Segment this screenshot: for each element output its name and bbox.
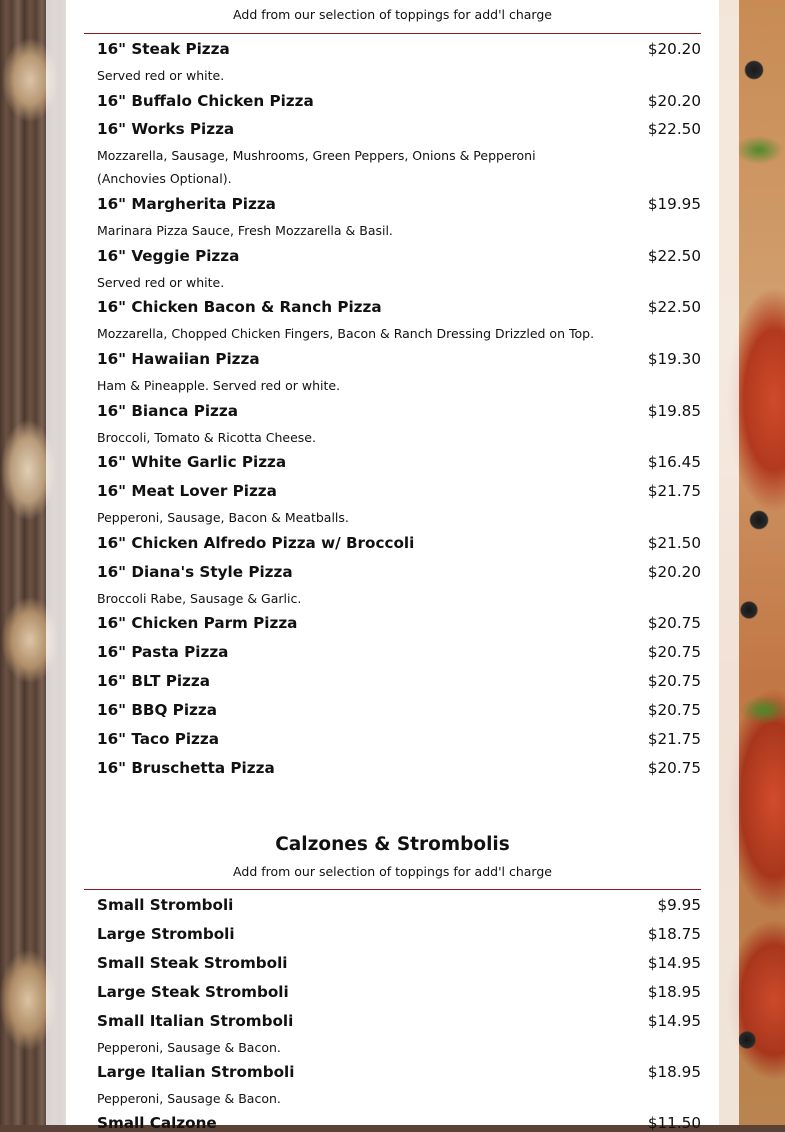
- calzone-section-subtitle: Add from our selection of toppings for add'l charge: [233, 864, 552, 879]
- item-price: $21.75: [647, 482, 701, 500]
- page-edge-right: [719, 0, 739, 1125]
- item-description: Ham & Pineapple. Served red or white.: [97, 378, 341, 393]
- item-price: $20.75: [647, 643, 701, 661]
- item-name: 16" Chicken Parm Pizza: [97, 614, 298, 632]
- item-description: Broccoli, Tomato & Ricotta Cheese.: [97, 430, 316, 445]
- item-name: 16" Chicken Alfredo Pizza w/ Broccoli: [97, 534, 415, 552]
- pizza-section-subtitle: Add from our selection of toppings for add'l charge: [233, 7, 552, 22]
- item-name: 16" Margherita Pizza: [97, 195, 276, 213]
- item-price: $20.75: [647, 759, 701, 777]
- item-price: $20.20: [647, 563, 701, 581]
- item-description: Served red or white.: [97, 68, 225, 83]
- item-name: 16" Meat Lover Pizza: [97, 482, 277, 500]
- item-price: $21.75: [647, 730, 701, 748]
- item-price: $14.95: [647, 1012, 701, 1030]
- item-description: Pepperoni, Sausage, Bacon & Meatballs.: [97, 510, 349, 525]
- item-price: $22.50: [647, 298, 701, 316]
- item-name: 16" White Garlic Pizza: [97, 453, 287, 471]
- item-description: Served red or white.: [97, 275, 225, 290]
- item-price: $20.75: [647, 672, 701, 690]
- item-name: Small Stromboli: [97, 896, 234, 914]
- item-price: $19.85: [647, 402, 701, 420]
- item-name: 16" Bruschetta Pizza: [97, 759, 275, 777]
- item-price: $20.75: [647, 614, 701, 632]
- section-divider: [84, 33, 701, 34]
- item-price: $19.30: [647, 350, 701, 368]
- item-price: $21.50: [647, 534, 701, 552]
- item-name: Large Steak Stromboli: [97, 983, 289, 1001]
- item-description: Mozzarella, Sausage, Mushrooms, Green Peppers, Onions & Pepperoni (Anchovies Optional).: [97, 148, 536, 186]
- item-name: Small Italian Stromboli: [97, 1012, 294, 1030]
- item-price: $14.95: [647, 954, 701, 972]
- item-name: 16" Diana's Style Pizza: [97, 563, 293, 581]
- item-name: Small Steak Stromboli: [97, 954, 288, 972]
- section-divider: [84, 889, 701, 890]
- item-name: 16" Steak Pizza: [97, 40, 230, 58]
- item-description: Pepperoni, Sausage & Bacon.: [97, 1040, 281, 1055]
- item-name: 16" Bianca Pizza: [97, 402, 238, 420]
- item-name: Large Stromboli: [97, 925, 235, 943]
- item-description: Marinara Pizza Sauce, Fresh Mozzarella & Basil.: [97, 223, 393, 238]
- item-price: $20.75: [647, 701, 701, 719]
- item-name: 16" Veggie Pizza: [97, 247, 240, 265]
- section-title: Calzones & Strombolis: [275, 834, 510, 855]
- item-description: Pepperoni, Sausage & Bacon.: [97, 1091, 281, 1106]
- item-price: $20.20: [647, 92, 701, 110]
- item-name: 16" Chicken Bacon & Ranch Pizza: [97, 298, 382, 316]
- item-price: $18.95: [647, 1063, 701, 1081]
- item-name: Large Italian Stromboli: [97, 1063, 295, 1081]
- item-price: $22.50: [647, 247, 701, 265]
- item-name: 16" Taco Pizza: [97, 730, 219, 748]
- item-price: $16.45: [647, 453, 701, 471]
- item-name: 16" BLT Pizza: [97, 672, 210, 690]
- item-name: 16" Hawaiian Pizza: [97, 350, 260, 368]
- item-price: $22.50: [647, 120, 701, 138]
- item-name: Small Calzone: [97, 1114, 217, 1132]
- item-price: $19.95: [647, 195, 701, 213]
- item-name: 16" Buffalo Chicken Pizza: [97, 92, 314, 110]
- item-price: $9.95: [657, 896, 701, 914]
- item-name: 16" BBQ Pizza: [97, 701, 217, 719]
- item-price: $18.75: [647, 925, 701, 943]
- item-name: 16" Pasta Pizza: [97, 643, 229, 661]
- item-description: Mozzarella, Chopped Chicken Fingers, Bacon & Ranch Dressing Drizzled on Top.: [97, 326, 595, 341]
- item-price: $20.20: [647, 40, 701, 58]
- item-price: $11.50: [647, 1114, 701, 1132]
- menu-page: [66, 0, 719, 1132]
- item-price: $18.95: [647, 983, 701, 1001]
- page-edge-left: [46, 0, 66, 1125]
- item-description: Broccoli Rabe, Sausage & Garlic.: [97, 591, 302, 606]
- item-name: 16" Works Pizza: [97, 120, 235, 138]
